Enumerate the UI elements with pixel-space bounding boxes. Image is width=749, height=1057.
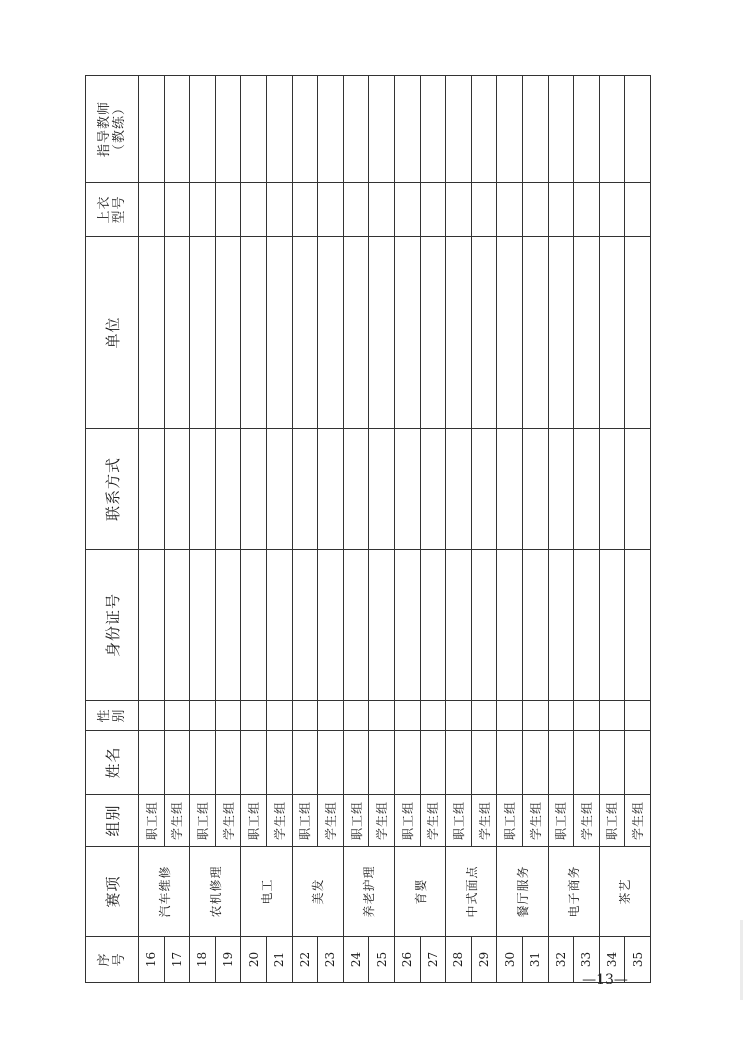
header-group: 组别: [86, 795, 139, 847]
event-cell: 餐厅服务: [497, 847, 548, 937]
group-cell: 学生组: [164, 795, 190, 847]
table-row: [394, 76, 420, 983]
name-cell[interactable]: [292, 731, 318, 795]
group-cell: 职工组: [190, 795, 216, 847]
id-number-cell[interactable]: [292, 550, 318, 701]
seq-cell: 34: [599, 937, 625, 983]
seq-cell: 25: [369, 937, 395, 983]
name-cell[interactable]: [497, 731, 523, 795]
id-number-cell[interactable]: [164, 550, 190, 701]
id-number-cell[interactable]: [139, 550, 165, 701]
gender-cell[interactable]: [369, 701, 395, 731]
id-number-cell[interactable]: [190, 550, 216, 701]
group-cell: 职工组: [394, 795, 420, 847]
coach-cell[interactable]: [471, 76, 497, 183]
registration-table: [85, 75, 651, 983]
header-coach: [86, 76, 139, 183]
name-cell[interactable]: [215, 731, 241, 795]
contact-cell[interactable]: [522, 429, 548, 550]
coach-cell[interactable]: [241, 76, 267, 183]
table-row: [599, 76, 625, 983]
group-cell: 学生组: [471, 795, 497, 847]
event-cell: 美发: [292, 847, 343, 937]
coach-cell[interactable]: [394, 76, 420, 183]
unit-cell[interactable]: [292, 237, 318, 429]
shirt-size-cell[interactable]: [369, 183, 395, 237]
unit-cell[interactable]: [241, 237, 267, 429]
gender-cell[interactable]: [522, 701, 548, 731]
name-cell[interactable]: [190, 731, 216, 795]
group-cell: 职工组: [497, 795, 523, 847]
event-cell: 电工: [241, 847, 292, 937]
id-number-cell[interactable]: [446, 550, 472, 701]
contact-cell[interactable]: [190, 429, 216, 550]
name-cell[interactable]: [471, 731, 497, 795]
contact-cell[interactable]: [599, 429, 625, 550]
header-seq-line1: 序: [97, 952, 112, 967]
coach-cell[interactable]: [343, 76, 369, 183]
name-cell[interactable]: [164, 731, 190, 795]
contact-cell[interactable]: [318, 429, 344, 550]
coach-cell[interactable]: [497, 76, 523, 183]
shirt-size-cell[interactable]: [574, 183, 600, 237]
table-row: [497, 76, 523, 983]
event-cell: 汽车维修: [139, 847, 190, 937]
contact-cell[interactable]: [292, 429, 318, 550]
name-cell[interactable]: [266, 731, 292, 795]
seq-cell: 35: [625, 937, 651, 983]
contact-cell[interactable]: [241, 429, 267, 550]
shirt-size-cell[interactable]: [318, 183, 344, 237]
contact-cell[interactable]: [548, 429, 574, 550]
header-gender: [86, 701, 139, 731]
shirt-size-cell[interactable]: [215, 183, 241, 237]
header-coach-line1: 指导教师: [97, 101, 112, 158]
seq-cell: 29: [471, 937, 497, 983]
event-cell: 农机修理: [190, 847, 241, 937]
header-gender-line1: 性: [97, 708, 112, 723]
gender-cell[interactable]: [241, 701, 267, 731]
gender-cell[interactable]: [394, 701, 420, 731]
name-cell[interactable]: [343, 731, 369, 795]
group-cell: 学生组: [625, 795, 651, 847]
shirt-size-cell[interactable]: [497, 183, 523, 237]
name-cell[interactable]: [241, 731, 267, 795]
header-shirt-size-line1: 上衣: [97, 195, 112, 224]
unit-cell[interactable]: [318, 237, 344, 429]
gender-cell[interactable]: [292, 701, 318, 731]
header-name: 姓名: [86, 731, 139, 795]
seq-cell: 22: [292, 937, 318, 983]
header-row: [86, 76, 139, 983]
shirt-size-cell[interactable]: [446, 183, 472, 237]
table-row: [292, 76, 318, 983]
contact-cell[interactable]: [369, 429, 395, 550]
id-number-cell[interactable]: [241, 550, 267, 701]
gender-cell[interactable]: [190, 701, 216, 731]
coach-cell[interactable]: [215, 76, 241, 183]
event-cell: 电子商务: [548, 847, 599, 937]
unit-cell[interactable]: [497, 237, 523, 429]
seq-cell: 19: [215, 937, 241, 983]
table-row: [369, 76, 395, 983]
name-cell[interactable]: [625, 731, 651, 795]
seq-cell: 20: [241, 937, 267, 983]
shirt-size-cell[interactable]: [190, 183, 216, 237]
seq-cell: 16: [139, 937, 165, 983]
table-row: [548, 76, 574, 983]
group-cell: 学生组: [420, 795, 446, 847]
coach-cell[interactable]: [625, 76, 651, 183]
header-coach-line2: （教练）: [112, 101, 127, 158]
seq-cell: 18: [190, 937, 216, 983]
id-number-cell[interactable]: [394, 550, 420, 701]
unit-cell[interactable]: [343, 237, 369, 429]
header-id-number: 身份证号: [86, 550, 139, 701]
gender-cell[interactable]: [318, 701, 344, 731]
contact-cell[interactable]: [471, 429, 497, 550]
gender-cell[interactable]: [164, 701, 190, 731]
coach-cell[interactable]: [139, 76, 165, 183]
unit-cell[interactable]: [471, 237, 497, 429]
contact-cell[interactable]: [497, 429, 523, 550]
table-row: [420, 76, 446, 983]
event-cell: 茶艺: [599, 847, 650, 937]
seq-cell: 26: [394, 937, 420, 983]
group-cell: 学生组: [318, 795, 344, 847]
name-cell[interactable]: [548, 731, 574, 795]
table-row: [215, 76, 241, 983]
table-row: [164, 76, 190, 983]
unit-cell[interactable]: [420, 237, 446, 429]
coach-cell[interactable]: [266, 76, 292, 183]
table-row: [139, 76, 165, 983]
table-row: [190, 76, 216, 983]
header-contact: 联系方式: [86, 429, 139, 550]
seq-cell: 30: [497, 937, 523, 983]
name-cell[interactable]: [522, 731, 548, 795]
coach-cell[interactable]: [164, 76, 190, 183]
table-row: [625, 76, 651, 983]
shirt-size-cell[interactable]: [394, 183, 420, 237]
gender-cell[interactable]: [497, 701, 523, 731]
name-cell[interactable]: [446, 731, 472, 795]
coach-cell[interactable]: [420, 76, 446, 183]
coach-cell[interactable]: [574, 76, 600, 183]
name-cell[interactable]: [599, 731, 625, 795]
unit-cell[interactable]: [190, 237, 216, 429]
seq-cell: 27: [420, 937, 446, 983]
table-row: [241, 76, 267, 983]
gender-cell[interactable]: [215, 701, 241, 731]
id-number-cell[interactable]: [343, 550, 369, 701]
id-number-cell[interactable]: [471, 550, 497, 701]
group-cell: 职工组: [139, 795, 165, 847]
group-cell: 职工组: [241, 795, 267, 847]
coach-cell[interactable]: [446, 76, 472, 183]
group-cell: 学生组: [266, 795, 292, 847]
unit-cell[interactable]: [266, 237, 292, 429]
contact-cell[interactable]: [574, 429, 600, 550]
id-number-cell[interactable]: [548, 550, 574, 701]
coach-cell[interactable]: [548, 76, 574, 183]
id-number-cell[interactable]: [215, 550, 241, 701]
gender-cell[interactable]: [471, 701, 497, 731]
shirt-size-cell[interactable]: [266, 183, 292, 237]
seq-cell: 24: [343, 937, 369, 983]
seq-cell: 32: [548, 937, 574, 983]
contact-cell[interactable]: [164, 429, 190, 550]
seq-cell: 28: [446, 937, 472, 983]
unit-cell[interactable]: [394, 237, 420, 429]
shirt-size-cell[interactable]: [241, 183, 267, 237]
contact-cell[interactable]: [139, 429, 165, 550]
gender-cell[interactable]: [420, 701, 446, 731]
name-cell[interactable]: [394, 731, 420, 795]
shirt-size-cell[interactable]: [625, 183, 651, 237]
contact-cell[interactable]: [625, 429, 651, 550]
contact-cell[interactable]: [420, 429, 446, 550]
scan-edge-shadow: [740, 920, 743, 1000]
gender-cell[interactable]: [139, 701, 165, 731]
id-number-cell[interactable]: [369, 550, 395, 701]
shirt-size-cell[interactable]: [548, 183, 574, 237]
name-cell[interactable]: [574, 731, 600, 795]
gender-cell[interactable]: [625, 701, 651, 731]
contact-cell[interactable]: [343, 429, 369, 550]
id-number-cell[interactable]: [574, 550, 600, 701]
shirt-size-cell[interactable]: [139, 183, 165, 237]
unit-cell[interactable]: [215, 237, 241, 429]
unit-cell[interactable]: [139, 237, 165, 429]
seq-cell: 23: [318, 937, 344, 983]
group-cell: 学生组: [574, 795, 600, 847]
header-seq: [86, 937, 139, 983]
table-body: [139, 76, 651, 983]
header-unit: 单位: [86, 237, 139, 429]
event-cell: 中式面点: [446, 847, 497, 937]
id-number-cell[interactable]: [599, 550, 625, 701]
id-number-cell[interactable]: [266, 550, 292, 701]
table-row: [471, 76, 497, 983]
group-cell: 职工组: [446, 795, 472, 847]
shirt-size-cell[interactable]: [164, 183, 190, 237]
gender-cell[interactable]: [548, 701, 574, 731]
unit-cell[interactable]: [164, 237, 190, 429]
name-cell[interactable]: [420, 731, 446, 795]
header-event: 赛项: [86, 847, 139, 937]
unit-cell[interactable]: [522, 237, 548, 429]
shirt-size-cell[interactable]: [292, 183, 318, 237]
seq-cell: 17: [164, 937, 190, 983]
gender-cell[interactable]: [599, 701, 625, 731]
contact-cell[interactable]: [446, 429, 472, 550]
table-row: [522, 76, 548, 983]
coach-cell[interactable]: [190, 76, 216, 183]
id-number-cell[interactable]: [420, 550, 446, 701]
unit-cell[interactable]: [446, 237, 472, 429]
header-gender-line2: 别: [112, 708, 127, 723]
id-number-cell[interactable]: [625, 550, 651, 701]
coach-cell[interactable]: [522, 76, 548, 183]
group-cell: 职工组: [292, 795, 318, 847]
shirt-size-cell[interactable]: [599, 183, 625, 237]
group-cell: 职工组: [343, 795, 369, 847]
shirt-size-cell[interactable]: [343, 183, 369, 237]
name-cell[interactable]: [139, 731, 165, 795]
unit-cell[interactable]: [369, 237, 395, 429]
unit-cell[interactable]: [574, 237, 600, 429]
table-row: [318, 76, 344, 983]
group-cell: 学生组: [369, 795, 395, 847]
header-shirt-size-line2: 型号: [112, 195, 127, 224]
unit-cell[interactable]: [625, 237, 651, 429]
coach-cell[interactable]: [318, 76, 344, 183]
event-cell: 养老护理: [343, 847, 394, 937]
seq-cell: 21: [266, 937, 292, 983]
coach-cell[interactable]: [369, 76, 395, 183]
id-number-cell[interactable]: [497, 550, 523, 701]
rotated-table-wrapper: [85, 76, 646, 983]
table-row: [343, 76, 369, 983]
id-number-cell[interactable]: [522, 550, 548, 701]
table-row: [266, 76, 292, 983]
contact-cell[interactable]: [266, 429, 292, 550]
table-row: [574, 76, 600, 983]
unit-cell[interactable]: [548, 237, 574, 429]
contact-cell[interactable]: [394, 429, 420, 550]
group-cell: 学生组: [215, 795, 241, 847]
seq-cell: 31: [522, 937, 548, 983]
id-number-cell[interactable]: [318, 550, 344, 701]
header-seq-line2: 号: [112, 952, 127, 967]
name-cell[interactable]: [318, 731, 344, 795]
group-cell: 学生组: [522, 795, 548, 847]
event-cell: 育婴: [394, 847, 445, 937]
name-cell[interactable]: [369, 731, 395, 795]
gender-cell[interactable]: [266, 701, 292, 731]
header-shirt-size: [86, 183, 139, 237]
gender-cell[interactable]: [574, 701, 600, 731]
coach-cell[interactable]: [292, 76, 318, 183]
gender-cell[interactable]: [446, 701, 472, 731]
group-cell: 职工组: [548, 795, 574, 847]
group-cell: 职工组: [599, 795, 625, 847]
gender-cell[interactable]: [343, 701, 369, 731]
shirt-size-cell[interactable]: [420, 183, 446, 237]
shirt-size-cell[interactable]: [522, 183, 548, 237]
contact-cell[interactable]: [215, 429, 241, 550]
seq-cell: 33: [574, 937, 600, 983]
page-number: —13—: [582, 972, 628, 988]
unit-cell[interactable]: [599, 237, 625, 429]
coach-cell[interactable]: [599, 76, 625, 183]
shirt-size-cell[interactable]: [471, 183, 497, 237]
table-row: [446, 76, 472, 983]
